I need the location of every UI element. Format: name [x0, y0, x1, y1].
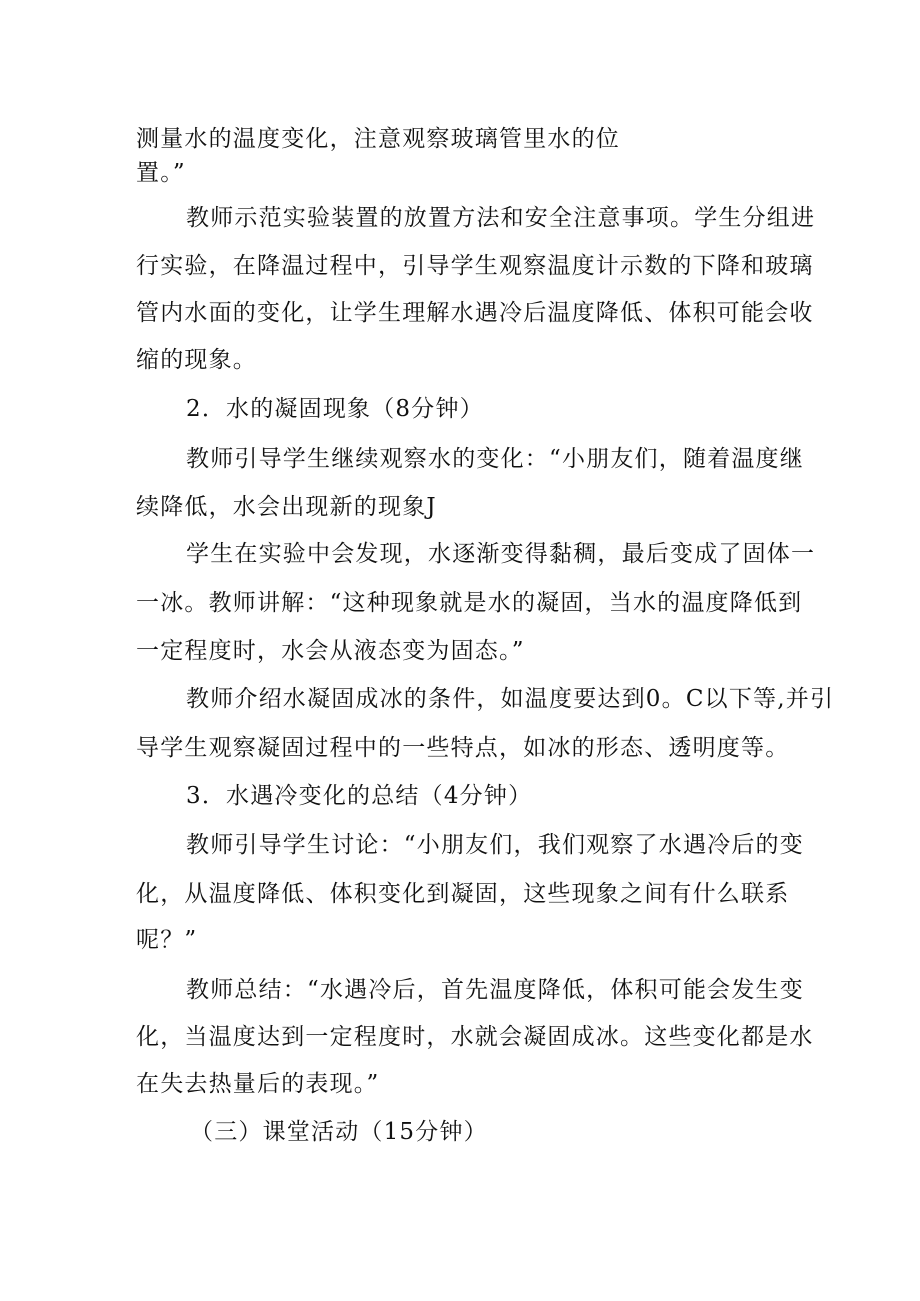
text-line: 化，从温度降低、体积变化到凝固，这些现象之间有什么联系 — [136, 881, 790, 907]
text-line: 行实验，在降温过程中，引导学生观察温度计示数的下降和玻璃 — [136, 253, 814, 279]
text-line: 缩的现象。 — [136, 347, 257, 373]
text-line: 置。” — [136, 160, 186, 186]
text-line: 导学生观察凝固过程中的一些特点，如冰的形态、透明度等。 — [136, 735, 790, 761]
text-line: 在失去热量后的表现。” — [136, 1071, 380, 1097]
paragraph-line: 教师示范实验装置的放置方法和安全注意事项。学生分组进 — [186, 205, 816, 231]
text-line: 化，当温度达到一定程度时，水就会凝固成冰。这些变化都是水 — [136, 1024, 814, 1050]
text-line: 呢？” — [136, 927, 198, 953]
paragraph-line: 学生在实验中会发现，水逐渐变得黏稠，最后变成了固体一 — [186, 541, 816, 567]
paragraph-line: 教师介绍水凝固成冰的条件，如温度要达到0。C以下等,并引 — [186, 686, 835, 712]
paragraph-line: 教师引导学生继续观察水的变化：“小朋友们，随着温度继 — [186, 446, 804, 472]
section-heading: 2．水的凝固现象（8分钟） — [186, 396, 484, 422]
text-line: 一冰。教师讲解：“这种现象就是水的凝固，当水的温度降低到 — [136, 590, 803, 616]
paragraph-line: 教师总结：“水遇冷后，首先温度降低，体积可能会发生变 — [186, 977, 804, 1003]
text-line: 管内水面的变化，让学生理解水遇冷后温度降低、体积可能会收 — [136, 300, 814, 326]
text-line: 一定程度时，水会从液态变为固态。” — [136, 638, 525, 664]
text-line: 测量水的温度变化，注意观察玻璃管里水的位 — [136, 126, 620, 152]
section-heading: （三）课堂活动（15分钟） — [190, 1119, 488, 1145]
section-heading: 3．水遇冷变化的总结（4分钟） — [186, 783, 533, 809]
paragraph-line: 教师引导学生讨论：“小朋友们，我们观察了水遇冷后的变 — [186, 832, 804, 858]
text-line: 续降低，水会出现新的现象J — [136, 494, 437, 520]
